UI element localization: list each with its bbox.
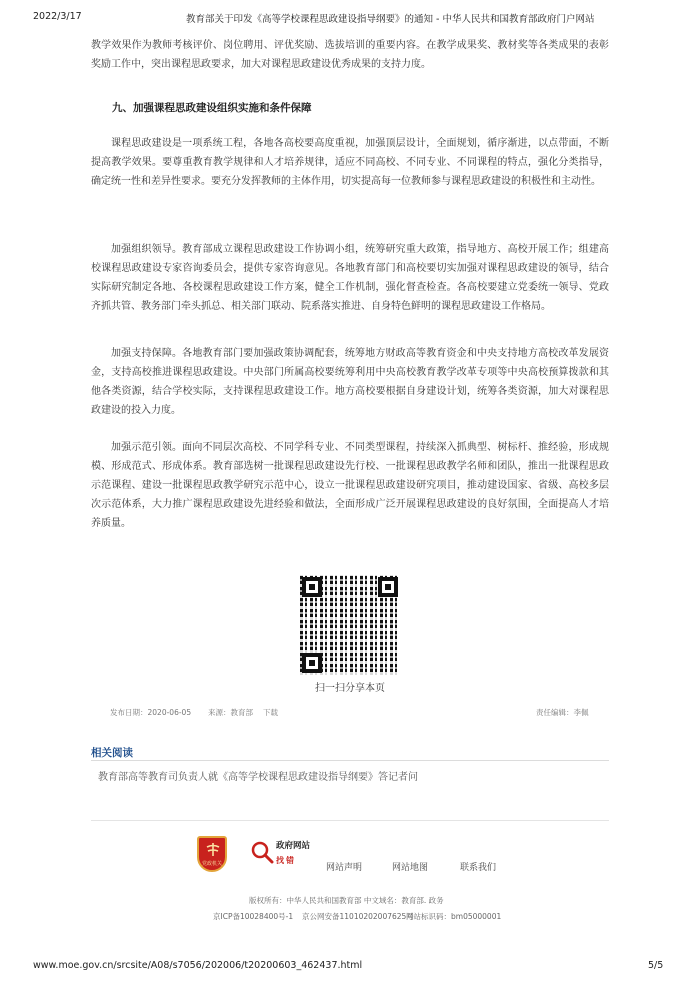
print-page-title: 教育部关于印发《高等学校课程思政建设指导纲要》的通知 - 中华人民共和国教育部政府门户网站: [186, 14, 595, 25]
paragraph-text: 加强组织领导。教育部成立课程思政建设工作协调小组，统筹研究重大政策，指导地方、高校开展工作；组建高校课程思政建设专家咨询委员会，提供专家咨询意见。各地教育部门和高校要切实加强对课程思政建设的领导，结合实际研究制定各地、各校课程思政建设工作方案，健全工作机制，强化督查检查。各高校要建立党委统一领导、党政齐抓共管、教务部门牵头抓总、相关部门联动、院系落实推进、自身特色鲜明的课程思政建设工作格局。: [91, 244, 609, 312]
badge-label: 党政机关: [201, 861, 222, 867]
share-qr-code: [300, 575, 400, 675]
related-reading-title: 相关阅读: [91, 747, 133, 759]
intro-paragraph: [91, 36, 609, 74]
magnifier-icon[interactable]: [250, 840, 274, 864]
article-paragraph-1: [91, 134, 609, 191]
article-paragraph-4: [91, 438, 609, 533]
gov-site-error-sub[interactable]: 找错: [276, 856, 296, 865]
qr-finder-bottom-left: [302, 653, 322, 673]
responsible-editor: 责任编辑：李佩: [536, 708, 589, 717]
publish-date: 发布日期：2020-06-05: [110, 708, 192, 717]
print-header: [0, 11, 698, 27]
download-link[interactable]: 下载: [263, 708, 278, 717]
article-paragraph-2: [91, 240, 609, 316]
site-id: 网站标识码：bm05000001: [406, 912, 502, 921]
copyright-text: 版权所有：中华人民共和国教育部 中文域名：教育部. 政务: [249, 896, 444, 905]
article-source: 来源：教育部: [208, 708, 253, 717]
site-map-link[interactable]: 网站地图: [392, 863, 429, 873]
paragraph-text: 教学效果作为教师考核评价、岗位聘用、评优奖励、选拔培训的重要内容。在教学成果奖、教材奖等各类成果的表彰奖励工作中，突出课程思政要求，加大对课程思政建设优秀成果的支持力度。: [91, 40, 609, 70]
party-government-badge-icon[interactable]: [197, 836, 227, 872]
qr-finder-top-right: [378, 577, 398, 597]
paragraph-text: 课程思政建设是一项系统工程，各地各高校要高度重视，加强顶层设计，全面规划，循序渐进，以点带面，不断提高教学效果。要尊重教育教学规律和人才培养规律，适应不同高校、不同专业、不同课程的特点，强化分类指导，确定统一性和差异性要求。要充分发挥教师的主体作用，切实提高每一位教师参与课程思政建设的积极性和主动性。: [91, 138, 609, 187]
print-page-number: 5/5: [648, 960, 664, 971]
contact-us-link[interactable]: 联系我们: [460, 863, 497, 873]
print-date: 2022/3/17: [33, 11, 82, 22]
icp-record[interactable]: 京ICP备10028400号-1: [213, 912, 294, 921]
police-record[interactable]: 京公网安备11010202007625号: [302, 912, 414, 921]
qr-caption: 扫一扫分享本页: [315, 683, 385, 694]
divider: [91, 760, 609, 761]
print-url: www.moe.gov.cn/srcsite/A08/s7056/202006/t20200603_462437.html: [33, 960, 363, 971]
paragraph-text: 加强支持保障。各地教育部门要加强政策协调配套，统筹地方财政高等教育资金和中央支持地方高校改革发展资金，支持高校推进课程思政建设。中央部门所属高校要统筹利用中央高校教育教学改革专项等中央高校预算拨款和其他各类资源，结合学校实际，支持课程思政建设工作。地方高校要根据自身建设计划，统筹各类资源，加大对课程思政建设的投入力度。: [91, 348, 609, 416]
paragraph-text: 加强示范引领。面向不同层次高校、不同学科专业、不同类型课程，持续深入抓典型、树标杆、推经验，形成规模、形成范式、形成体系。教育部选树一批课程思政建设先行校、一批课程思政教学名师和团队，推出一批课程思政示范课程、建设一批课程思政教学研究示范中心，设立一批课程思政建设研究项目，推动建设国家、省级、高校多层次示范体系，大力推广课程思政建设先进经验和做法，全面形成广泛开展课程思政建设的良好氛围，全面提高人才培养质量。: [91, 442, 609, 529]
badge-emblem-icon: [204, 842, 222, 862]
gov-site-error-title[interactable]: 政府网站: [276, 841, 311, 851]
article-paragraph-3: [91, 344, 609, 420]
qr-finder-top-left: [302, 577, 322, 597]
related-article-link[interactable]: 教育部高等教育司负责人就《高等学校课程思政建设指导纲要》答记者问: [98, 772, 418, 783]
divider: [91, 820, 609, 821]
section-heading: 九、加强课程思政建设组织实施和条件保障: [112, 102, 312, 114]
site-statement-link[interactable]: 网站声明: [326, 863, 363, 873]
